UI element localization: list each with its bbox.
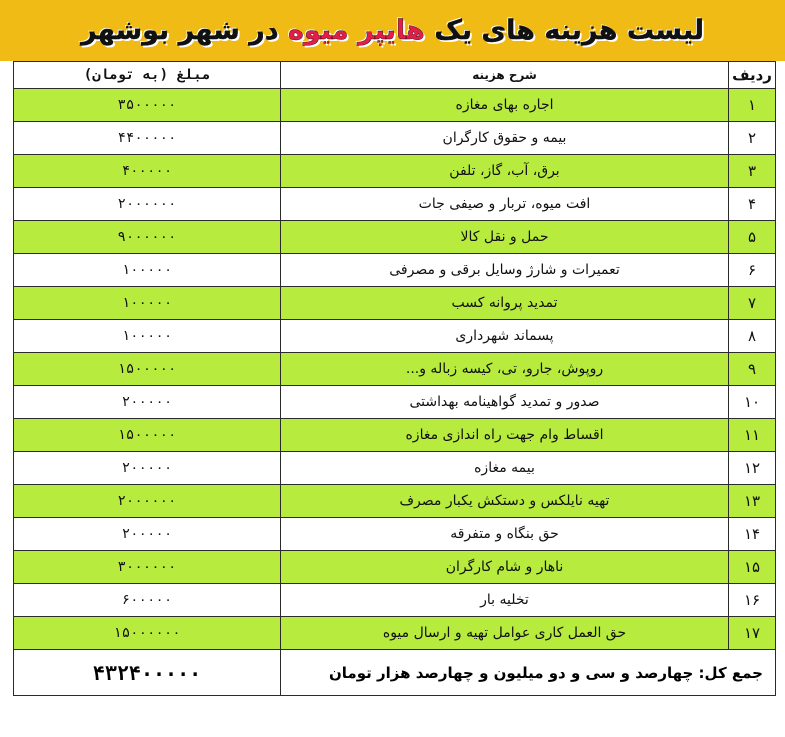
- row-index: ۱۳: [729, 485, 776, 518]
- row-amount: ۱۰۰۰۰۰: [14, 254, 281, 287]
- row-description: بیمه مغازه: [281, 452, 729, 485]
- row-amount: ۲۰۰۰۰۰۰: [14, 188, 281, 221]
- table-row: [14, 452, 776, 485]
- table-row: [14, 89, 776, 122]
- table-row: [14, 518, 776, 551]
- row-description: تمدید پروانه کسب: [281, 287, 729, 320]
- row-index: ۸: [729, 320, 776, 353]
- row-index: ۱: [729, 89, 776, 122]
- row-description: تهیه نایلکس و دستکش یکبار مصرف: [281, 485, 729, 518]
- header-amount: مبلغ (به تومان): [14, 62, 281, 89]
- header-index: ردیف: [729, 62, 776, 89]
- row-index: ۱۶: [729, 584, 776, 617]
- row-amount: ۴۰۰۰۰۰: [14, 155, 281, 188]
- row-description: صدور و تمدید گواهینامه بهداشتی: [281, 386, 729, 419]
- header-description: شرح هزینه: [281, 62, 729, 89]
- row-description: تخلیه بار: [281, 584, 729, 617]
- row-description: اجاره بهای مغازه: [281, 89, 729, 122]
- table-row: [14, 122, 776, 155]
- row-description: حق بنگاه و متفرقه: [281, 518, 729, 551]
- expenses-table: [13, 61, 776, 696]
- table-row: [14, 353, 776, 386]
- table-row: [14, 188, 776, 221]
- row-description: بیمه و حقوق کارگران: [281, 122, 729, 155]
- table-row: [14, 419, 776, 452]
- row-amount: ۲۰۰۰۰۰۰: [14, 485, 281, 518]
- row-index: ۳: [729, 155, 776, 188]
- title-part-1: لیست هزینه های یک: [424, 15, 705, 46]
- row-index: ۴: [729, 188, 776, 221]
- row-description: افت میوه، تربار و صیفی جات: [281, 188, 729, 221]
- table-row: [14, 320, 776, 353]
- row-index: ۱۱: [729, 419, 776, 452]
- row-amount: ۲۰۰۰۰۰: [14, 452, 281, 485]
- row-description: حمل و نقل کالا: [281, 221, 729, 254]
- table-row: [14, 551, 776, 584]
- total-label: جمع کل: چهارصد و سی و دو میلیون و چهارصد هزار تومان: [281, 650, 776, 696]
- page-title: [81, 15, 704, 46]
- title-bar: [0, 0, 785, 61]
- row-index: ۱۰: [729, 386, 776, 419]
- row-amount: ۳۵۰۰۰۰۰: [14, 89, 281, 122]
- row-index: ۵: [729, 221, 776, 254]
- total-row: [14, 650, 776, 696]
- row-amount: ۶۰۰۰۰۰: [14, 584, 281, 617]
- row-index: ۷: [729, 287, 776, 320]
- total-amount: ۴۳۲۴۰۰۰۰۰: [14, 650, 281, 696]
- row-description: ناهار و شام کارگران: [281, 551, 729, 584]
- row-description: روپوش، جارو، تی، کیسه زباله و...: [281, 353, 729, 386]
- title-part-2: در شهر بوشهر: [80, 15, 288, 46]
- row-index: ۱۲: [729, 452, 776, 485]
- row-description: برق، آب، گاز، تلفن: [281, 155, 729, 188]
- row-description: اقساط وام جهت راه اندازی مغازه: [281, 419, 729, 452]
- row-amount: ۲۰۰۰۰۰: [14, 518, 281, 551]
- title-highlight: هایپر میوه: [287, 15, 425, 46]
- row-index: ۱۵: [729, 551, 776, 584]
- table-header-row: [14, 62, 776, 89]
- row-index: ۲: [729, 122, 776, 155]
- row-index: ۱۷: [729, 617, 776, 650]
- table-row: [14, 584, 776, 617]
- row-description: حق العمل کاری عوامل تهیه و ارسال میوه: [281, 617, 729, 650]
- table-row: [14, 287, 776, 320]
- table-row: [14, 254, 776, 287]
- row-index: ۶: [729, 254, 776, 287]
- row-amount: ۱۰۰۰۰۰: [14, 287, 281, 320]
- row-description: تعمیرات و شارژ وسایل برقی و مصرفی: [281, 254, 729, 287]
- table-row: [14, 155, 776, 188]
- table-row: [14, 617, 776, 650]
- row-amount: ۱۵۰۰۰۰۰: [14, 419, 281, 452]
- row-amount: ۱۵۰۰۰۰۰۰: [14, 617, 281, 650]
- row-amount: ۲۰۰۰۰۰: [14, 386, 281, 419]
- table-row: [14, 485, 776, 518]
- row-description: پسماند شهرداری: [281, 320, 729, 353]
- row-amount: ۳۰۰۰۰۰۰: [14, 551, 281, 584]
- row-amount: ۹۰۰۰۰۰۰: [14, 221, 281, 254]
- table-row: [14, 221, 776, 254]
- row-amount: ۱۰۰۰۰۰: [14, 320, 281, 353]
- row-amount: ۴۴۰۰۰۰۰: [14, 122, 281, 155]
- row-index: ۱۴: [729, 518, 776, 551]
- row-index: ۹: [729, 353, 776, 386]
- row-amount: ۱۵۰۰۰۰۰: [14, 353, 281, 386]
- table-row: [14, 386, 776, 419]
